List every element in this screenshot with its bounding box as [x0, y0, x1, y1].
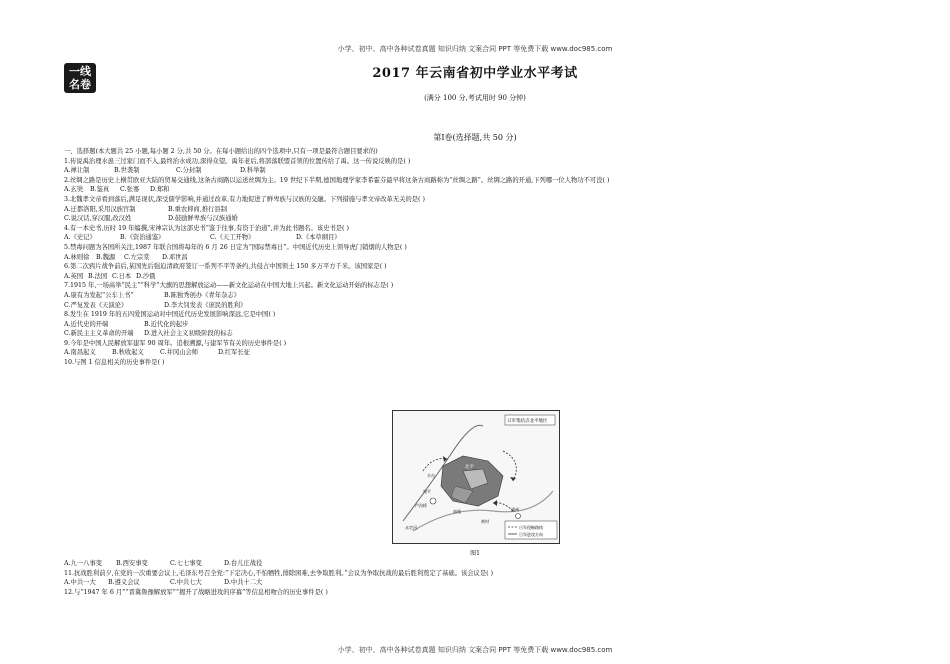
option: B.魏源	[96, 253, 116, 261]
option: B.世袭制	[114, 167, 140, 175]
figure-caption: 图1	[470, 550, 480, 557]
map-label-river: 永定河	[405, 525, 417, 530]
logo-line-1: 一线	[69, 65, 91, 78]
option: A.康有为发起“公车上书”	[64, 291, 134, 299]
section-title: 第Ⅰ卷(选择题,共 50 分)	[433, 133, 517, 142]
option: D.科举制	[240, 167, 266, 175]
option: C.中共七大	[170, 579, 202, 587]
option: A.英国	[64, 272, 84, 280]
option: D.郑和	[150, 186, 170, 194]
map-figure	[392, 410, 560, 544]
option: A.林则徐	[64, 253, 90, 261]
question-2-options	[64, 185, 864, 195]
option: D.《本草纲目》	[296, 234, 341, 242]
option: D.沙俄	[136, 272, 156, 280]
option: A.迁都洛阳,采用汉族官制	[64, 205, 136, 213]
option: C.严复发表《天演论》	[64, 301, 128, 309]
question-8-options-row-1	[64, 320, 864, 330]
option: C.张骞	[120, 186, 140, 194]
option: B.《资治通鉴》	[120, 234, 165, 242]
option: B.陈独秀创办《青年杂志》	[164, 291, 240, 299]
option: B.西安事变	[116, 560, 148, 567]
option: C.新民主主义革命的开端	[64, 330, 134, 338]
map-illustration	[393, 411, 559, 543]
option: A.《史记》	[64, 234, 96, 242]
question-3: 3.北魏孝文帝看到落后,满足现状,深受儒学影响,并通过改革,有力地促进了鲜卑族与汉族的交融。下列措施与孝文帝改革无关的是( )	[64, 195, 425, 203]
map-label-nanyuan: 南苑	[453, 509, 461, 514]
question-9-options	[64, 348, 864, 358]
option: A.近代史的开端	[64, 320, 109, 328]
option: C.七七事变	[170, 560, 202, 567]
question-7-options-row-2	[64, 301, 864, 311]
question-5: 5.禁毒问题为各国所关注,1987 年联合国将每年的 6 月 26 日定为“国际禁毒日”。中国近代历史上领导虎门销烟的人物是( )	[64, 243, 407, 251]
option: A.禅让制	[64, 167, 90, 175]
question-12: 12.与“1947 年 6 月”“晋冀鲁豫解放军”“揭开了战略进攻的序幕”等信息相吻合的历史事件是( )	[64, 588, 328, 596]
watermark-top: 小学、初中、高中各种试卷真题 知识归纳 文案合同 PPT 等免费下载 www.doc985.com	[337, 45, 613, 53]
option: C.井冈山会师	[160, 349, 199, 357]
map-label-fengtai: 丰台	[427, 473, 435, 478]
option: D.红军长征	[218, 349, 251, 357]
marker-lugouqiao	[430, 498, 436, 504]
question-11-options	[64, 578, 864, 588]
legend-item-2: 日军进攻方向	[519, 532, 543, 537]
questions-block-1	[64, 147, 864, 368]
option: C.日本	[112, 272, 132, 280]
question-2: 2.丝绸之路是历史上横贯欧亚大陆的贸易交通线,这条古商路以运送丝绸为主。19 世纪下半期,德国地理学家李希霍芬最早将这条古商路称为“丝绸之路”。丝绸之路的开通,下列哪一位人物功不可没( )	[64, 176, 610, 184]
exam-title: 2017 年云南省初中学业水平考试	[372, 66, 578, 81]
question-7-options-row-1	[64, 291, 864, 301]
option: B.法国	[88, 272, 108, 280]
question-11: 11.抗战胜利前夕,在党的一次重要会议上,毛泽东号召全党:“下定决心,不怕牺牲,排除困难,去争取胜利。”会议为争取抗战的最后胜利奠定了基础。该会议是( )	[64, 569, 494, 577]
questions-block-2	[64, 559, 864, 597]
option: A.中共一大	[64, 579, 96, 587]
question-4-options	[64, 233, 864, 243]
option: D.邓世昌	[162, 253, 188, 261]
option: D.进入社会主义初级阶段的标志	[144, 330, 233, 338]
option: A.南昌起义	[64, 349, 96, 357]
option: D.台儿庄战役	[224, 560, 263, 567]
option: D.李大钊发表《庶民的胜利》	[164, 301, 247, 309]
watermark-bottom: 小学、初中、高中各种试卷真题 知识归纳 文案合同 PPT 等免费下载 www.doc985.com	[337, 646, 613, 654]
map-label-lugouqiao: 卢沟桥	[415, 503, 427, 508]
option: C.《天工开物》	[210, 234, 255, 242]
instructions: 一、选择题(本大题共 25 小题,每小题 2 分,共 50 分。在每小题给出的四个选项中,只有一项是最符合题目要求的)	[64, 148, 378, 155]
legend-title: 日军集结点北平地区	[507, 419, 548, 424]
option: D.中共十二大	[224, 579, 263, 587]
option: B.鉴真	[90, 186, 110, 194]
map-label-beiping: 北平	[465, 465, 474, 470]
option: B.遵义会议	[108, 579, 140, 587]
question-8-options-row-2	[64, 329, 864, 339]
question-9: 9.今年是中国人民解放军建军 90 周年。追根溯源,与建军节有关的历史事件是( )	[64, 339, 287, 347]
map-label-huangcun: 黄村	[481, 519, 489, 524]
logo-line-2: 名卷	[69, 78, 91, 91]
question-1: 1.传说禹治理水患三过家门而不入,最终治水成功,深得众望。禹年老后,将部落联盟首领的位置传给了禹。这一传说反映的是( )	[64, 157, 411, 165]
question-8: 8.发生在 1919 年的五四爱国运动对中国近代历史发展影响深远,它是中国( )	[64, 311, 276, 319]
option: B.秋收起义	[112, 349, 144, 357]
question-6: 6.第二次鸦片战争前后,某国先后强迫清政府签订一系列不平等条约,共侵占中国领土 150 多万平方千米。该国家是( )	[64, 263, 387, 271]
marker-tongzhou	[516, 514, 521, 519]
question-1-options	[64, 166, 864, 176]
map-label-tongzhou: 通州	[511, 507, 519, 512]
option: B.近代化的起步	[144, 320, 189, 328]
question-7: 7.1915 年,一场高举“民主”“科学”大旗的思想解放运动——新文化运动在中国大地上兴起。新文化运动开始的标志是( )	[64, 282, 394, 290]
option: B.重农抑商,推行县制	[168, 205, 228, 213]
option: A.九一八事变	[64, 560, 103, 567]
question-3-options-row-2	[64, 214, 864, 224]
legend-item-1: 日军侵略路线	[519, 525, 543, 530]
question-10-options	[64, 559, 864, 569]
question-3-options-row-1	[64, 205, 864, 215]
option: C.左宗棠	[124, 253, 150, 261]
option: A.玄奘	[64, 186, 84, 194]
option: C.说汉话,穿汉服,改汉姓	[64, 215, 132, 223]
exam-subtitle: (满分 100 分,考试用时 90 分钟)	[424, 94, 526, 102]
question-10: 10.与图 1 信息相关的历史事件是( )	[64, 359, 165, 367]
question-4: 4.有一本史书,历时 19 年编撰,宋神宗认为这部史书“鉴于往事,有资于治道”,并为此书题名。该史书是( )	[64, 224, 349, 232]
option: C.分封制	[176, 167, 202, 175]
map-label-wanping: 宛平	[423, 489, 431, 494]
question-6-options	[64, 272, 864, 282]
question-5-options	[64, 253, 864, 263]
option: D.鼓励鲜卑族与汉族通婚	[168, 215, 238, 223]
